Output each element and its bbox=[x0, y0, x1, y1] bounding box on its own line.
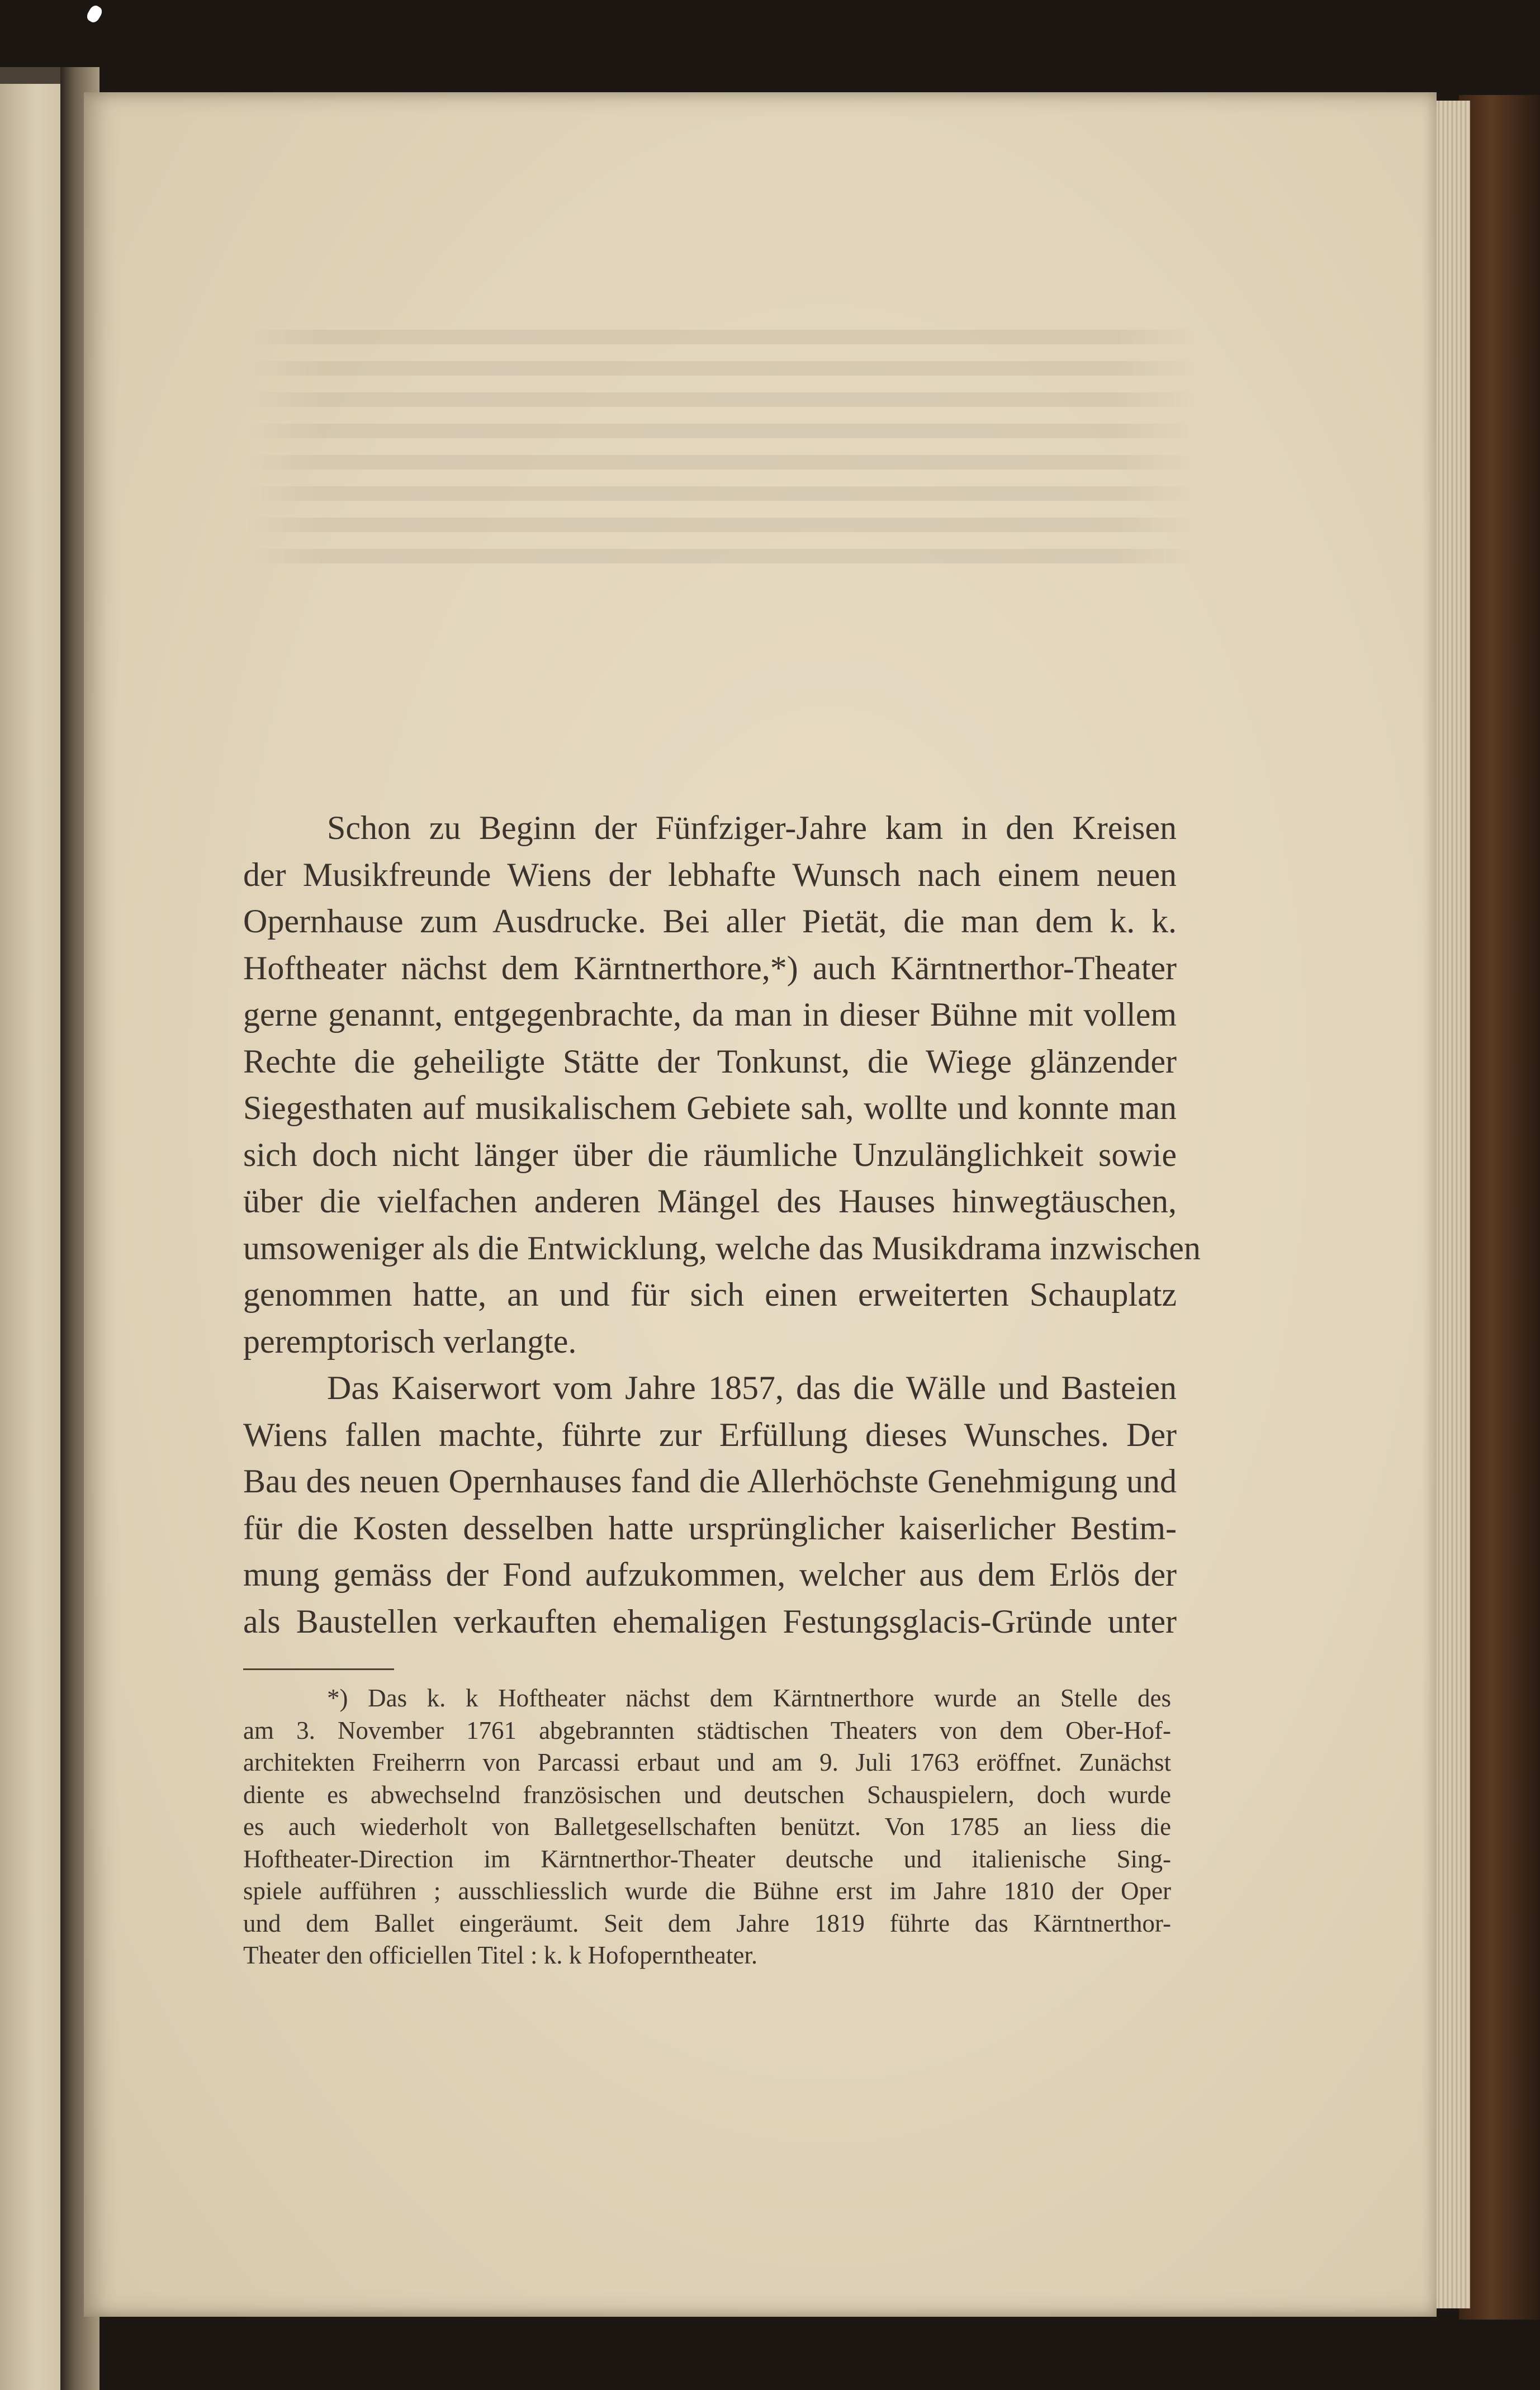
text-line: Rechte die geheiligte Stätte der Tonkunst, die Wiege glänzender bbox=[243, 1042, 1177, 1080]
text-line: umsoweniger als die Entwicklung, welche das Musikdrama inzwischen bbox=[243, 1229, 1201, 1267]
text-line: über die vielfachen anderen Mängel des Hauses hinwegtäuschen, bbox=[243, 1183, 1177, 1220]
text-line: genommen hatte, an und für sich einen erweiterten Schauplatz bbox=[243, 1276, 1177, 1313]
footnote-line: Hoftheater-Direction im Kärntnerthor-Theater deutsche und italienische Sing- bbox=[243, 1844, 1171, 1873]
footnote-line: am 3. November 1761 abgebrannten städtischen Theaters von dem Ober-Hof- bbox=[243, 1716, 1171, 1744]
text-line: Siegesthaten auf musikalischem Gebiete sah, wollte und konnte man bbox=[243, 1089, 1177, 1126]
footnote-line: diente es abwechselnd französischen und deutschen Schauspielern, doch wurde bbox=[243, 1780, 1171, 1809]
text-line: Hoftheater nächst dem Kärntnerthore,*) auch Kärntnerthor-Theater bbox=[243, 949, 1177, 987]
footnote bbox=[243, 1682, 1171, 1972]
text-line: sich doch nicht länger über die räumliche Unzulänglichkeit sowie bbox=[243, 1136, 1177, 1173]
page-stack-edge bbox=[1431, 101, 1470, 2308]
paragraph-2 bbox=[243, 1365, 1177, 1645]
footnote-line: *) Das k. k Hoftheater nächst dem Kärntnerthore wurde an Stelle des bbox=[327, 1684, 1171, 1712]
body-text bbox=[243, 805, 1201, 1645]
footnote-line: und dem Ballet eingeräumt. Seit dem Jahre 1819 führte das Kärntnerthor- bbox=[243, 1909, 1171, 1937]
left-page-fragment bbox=[0, 84, 66, 2390]
text-line: mung gemäss der Fond aufzukommen, welcher aus dem Erlös der bbox=[243, 1556, 1177, 1593]
text-line: Das Kaiserwort vom Jahre 1857, das die Wälle und Basteien bbox=[327, 1369, 1177, 1406]
text-line: gerne genannt, entgegenbrachte, da man in dieser Bühne mit vollem bbox=[243, 996, 1177, 1033]
footnote-line: es auch wiederholt von Balletgesellschaften benützt. Von 1785 an liess die bbox=[243, 1813, 1171, 1841]
text-line: als Baustellen verkauften ehemaligen Festungsglacis-Gründe unter bbox=[243, 1602, 1177, 1640]
dust-speck bbox=[85, 4, 104, 25]
show-through-from-reverse bbox=[246, 313, 1196, 816]
text-line: für die Kosten desselben hatte ursprünglicher kaiserlicher Bestim- bbox=[243, 1509, 1177, 1547]
text-line: Wiens fallen machte, führte zur Erfüllung dieses Wunsches. Der bbox=[243, 1416, 1177, 1453]
footnote-line: Theater den officiellen Titel : k. k Hofoperntheater. bbox=[243, 1941, 758, 1969]
text-line: der Musikfreunde Wiens der lebhafte Wunsch nach einem neuen bbox=[243, 856, 1177, 893]
text-line: peremptorisch verlangte. bbox=[243, 1322, 577, 1360]
footnote-line: architekten Freiherrn von Parcassi erbaut und am 9. Juli 1763 eröffnet. Zunächst bbox=[243, 1748, 1171, 1776]
text-line: Bau des neuen Opernhauses fand die Allerhöchste Genehmigung und bbox=[243, 1463, 1177, 1500]
right-cover-binding bbox=[1459, 95, 1540, 2320]
text-line: Opernhause zum Ausdrucke. Bei aller Pietät, die man dem k. k. bbox=[243, 903, 1177, 940]
paragraph-1 bbox=[243, 805, 1201, 1365]
footnote-separator-rule bbox=[243, 1668, 394, 1670]
footnote-line: spiele aufführen ; ausschliesslich wurde die Bühne erst im Jahre 1810 der Oper bbox=[243, 1877, 1171, 1905]
text-line: Schon zu Beginn der Fünfziger-Jahre kam in den Kreisen bbox=[327, 809, 1177, 846]
